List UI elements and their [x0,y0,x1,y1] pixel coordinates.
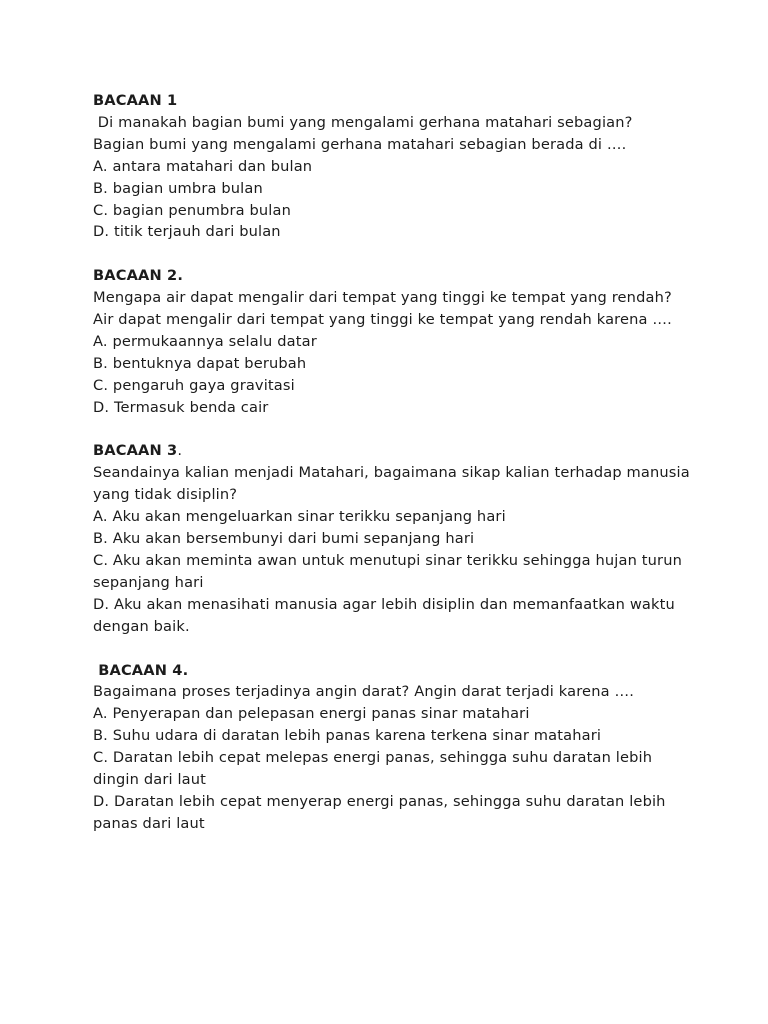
answer-option-a: A. antara matahari dan bulan [93,157,313,175]
section-heading [93,265,693,287]
question-text: Seandainya kalian menjadi Matahari, bagaimana sikap kalian terhadap manusia yang tidak disiplin? [93,464,695,504]
answer-option-d: D. Termasuk benda cair [93,398,269,416]
reading-section-3 [93,440,693,637]
document-page [93,90,693,857]
answer-option-b: B. bagian umbra bulan [93,179,263,197]
answer-option-c: C. Daratan lebih cepat melepas energi panas, sehingga suhu daratan lebih dingin dari laut [93,749,657,789]
section-heading [93,660,693,682]
section-heading [93,440,693,462]
answer-option-b: B. bentuknya dapat berubah [93,354,307,372]
reading-section-4 [93,660,693,835]
answer-option-d: D. Daratan lebih cepat menyerap energi panas, sehingga suhu daratan lebih panas dari laut [93,792,671,832]
answer-option-a: A. Penyerapan dan pelepasan energi panas sinar matahari [93,705,530,723]
question-prompt: Air dapat mengalir dari tempat yang tinggi ke tempat yang rendah karena …. [93,311,672,329]
reading-section-2 [93,265,693,418]
answer-option-c: C. bagian penumbra bulan [93,201,291,219]
section-heading-text: BACAAN 4. [93,661,189,679]
question-prompt: Bagian bumi yang mengalami gerhana matahari sebagian berada di …. [93,135,627,153]
question-text: Bagaimana proses terjadinya angin darat? Angin darat terjadi karena …. [93,683,635,701]
answer-option-b: B. Aku akan bersembunyi dari bumi sepanjang hari [93,530,475,548]
answer-option-c: C. pengaruh gaya gravitasi [93,376,295,394]
answer-option-b: B. Suhu udara di daratan lebih panas karena terkena sinar matahari [93,727,602,745]
section-heading-suffix: . [177,442,183,460]
answer-option-c: C. Aku akan meminta awan untuk menutupi sinar terikku sehingga hujan turun sepanjang hari [93,552,687,591]
question-text: Mengapa air dapat mengalir dari tempat yang tinggi ke tempat yang rendah? [93,289,672,307]
answer-option-a: A. permukaannya selalu datar [93,332,317,350]
answer-option-d: D. Aku akan menasihati manusia agar lebih disiplin dan memanfaatkan waktu dengan baik. [93,595,680,635]
section-heading-text: BACAAN 2. [93,267,184,285]
section-heading [93,90,693,112]
section-heading-text: BACAAN 3 [93,442,178,460]
answer-option-d: D. titik terjauh dari bulan [93,223,281,241]
reading-section-1 [93,90,693,243]
answer-option-a: A. Aku akan mengeluarkan sinar terikku sepanjang hari [93,508,506,526]
question-text: Di manakah bagian bumi yang mengalami gerhana matahari sebagian? [93,113,633,131]
section-heading-text: BACAAN 1 [93,92,178,109]
